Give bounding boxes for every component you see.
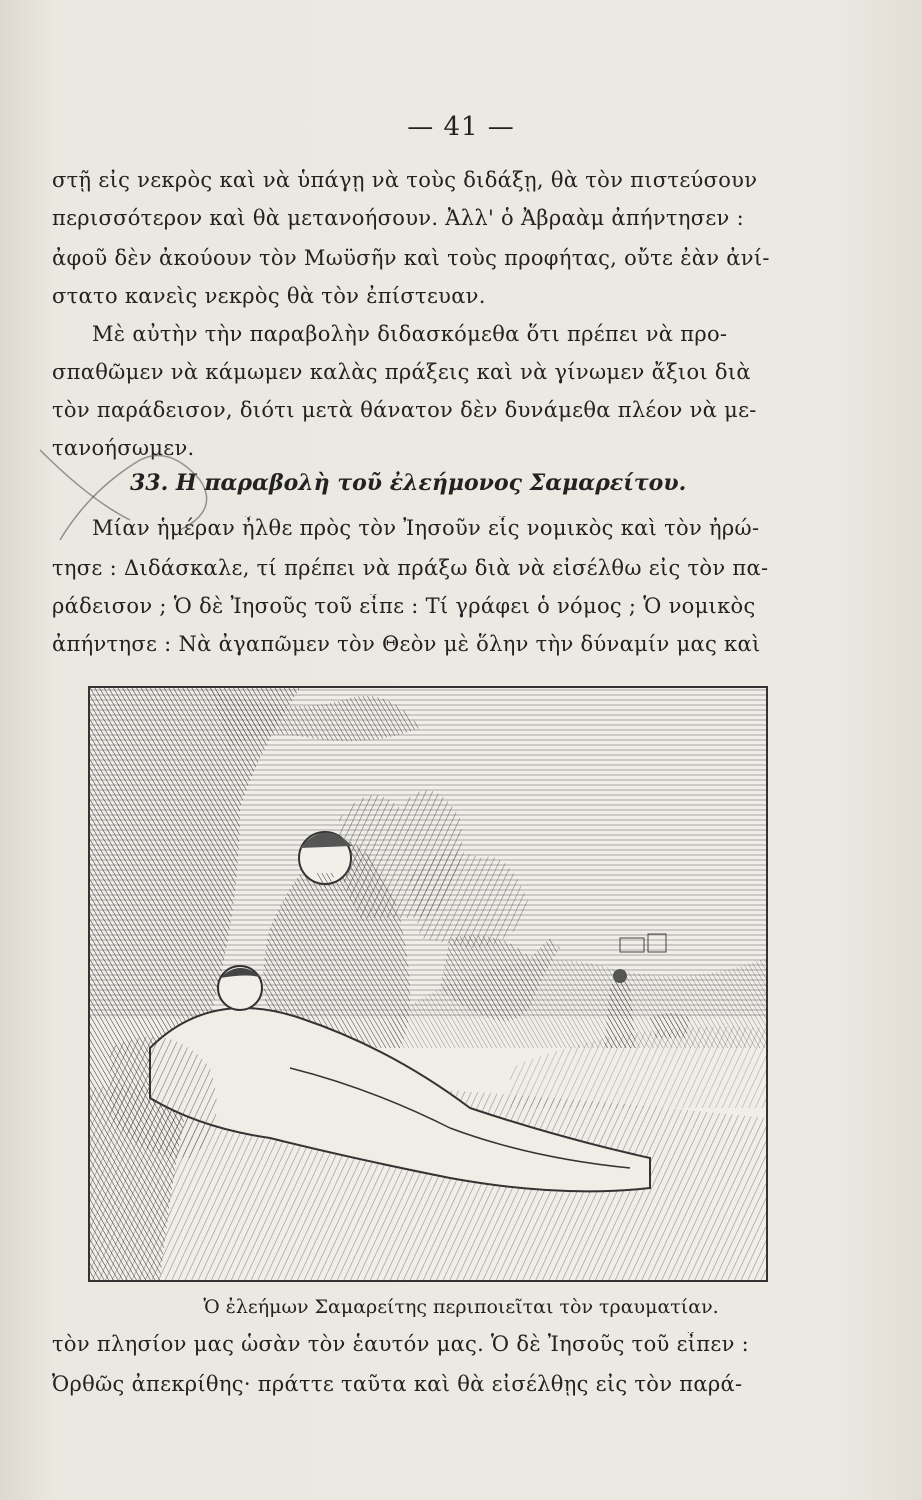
text-line: Ὀρθῶς ἀπεκρίθης· πράττε ταῦτα καὶ θὰ εἰσέλθῃς εἰς τὸν παρά- xyxy=(52,1372,743,1396)
text-line: τησε : Διδάσκαλε, τί πρέπει νὰ πράξω διὰ νὰ εἰσέλθω εἰς τὸν πα- xyxy=(52,556,769,580)
text-line: τανοήσωμεν. xyxy=(52,436,195,460)
text-line: περισσότερον καὶ θὰ μετανοήσουν. Ἀλλ' ὁ Ἀβραὰμ ἀπήντησεν : xyxy=(52,206,744,230)
text-line: Μὲ αὐτὴν τὴν παραβολὴν διδασκόμεθα ὅτι πρέπει νὰ προ- xyxy=(92,322,728,346)
samaritan-engraving xyxy=(88,686,768,1282)
text-line: Μίαν ἡμέραν ἦλθε πρὸς τὸν Ἰησοῦν εἷς νομικὸς καὶ τὸν ἠρώ- xyxy=(92,516,760,540)
section-heading: 33. Η παραβολὴ τοῦ ἐλεήμονος Σαμαρείτου. xyxy=(130,470,687,496)
text-line: ἀφοῦ δὲν ἀκούουν τὸν Μωϋσῆν καὶ τοὺς προφήτας, οὔτε ἐὰν ἀνί- xyxy=(52,246,770,270)
text-line: ἀπήντησε : Νὰ ἀγαπῶμεν τὸν Θεὸν μὲ ὅλην τὴν δύναμίν μας καὶ xyxy=(52,632,761,656)
text-line: στατο κανεὶς νεκρὸς θὰ τὸν ἐπίστευαν. xyxy=(52,284,486,308)
page-number: — 41 — xyxy=(407,112,515,142)
text-line: σπαθῶμεν νὰ κάμωμεν καλὰς πράξεις καὶ νὰ γίνωμεν ἄξιοι διὰ xyxy=(52,360,751,384)
text-line: ράδεισον ; Ὁ δὲ Ἰησοῦς τοῦ εἶπε : Τί γράφει ὁ νόμος ; Ὁ νομικὸς xyxy=(52,594,756,618)
text-line: τὸν πλησίον μας ὡσὰν τὸν ἑαυτόν μας. Ὁ δὲ Ἰησοῦς τοῦ εἶπεν : xyxy=(52,1332,749,1356)
figure-caption: Ὁ ἐλεήμων Σαμαρείτης περιποιεῖται τὸν τραυματίαν. xyxy=(203,1296,719,1318)
text-line: τὸν παράδεισον, διότι μετὰ θάνατον δὲν δυνάμεθα πλέον νὰ με- xyxy=(52,398,757,422)
text-line: στῇ εἰς νεκρὸς καὶ νὰ ὑπάγῃ νὰ τοὺς διδάξῃ, θὰ τὸν πιστεύσουν xyxy=(52,168,758,192)
